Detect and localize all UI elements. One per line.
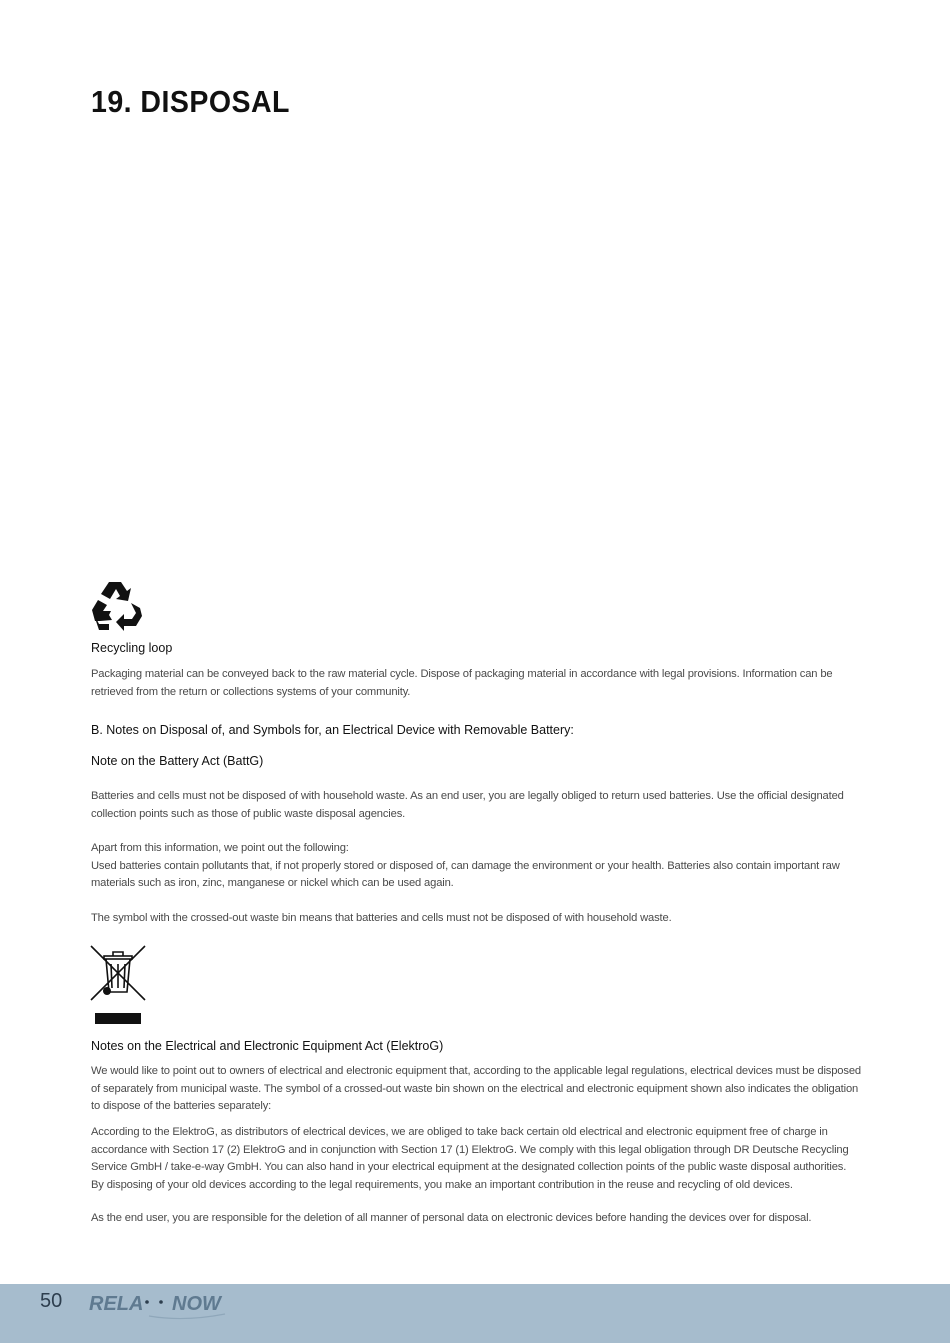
brand-logo: [89, 1290, 229, 1324]
brand-logo-left: RELA: [89, 1293, 144, 1315]
recycling-icon: [90, 580, 144, 632]
crossed-out-waste-bin-icon: [89, 944, 147, 1026]
elektrog-paragraph-3: As the end user, you are responsible for the deletion of all manner of personal data on electronic devices before handing the devices over for disposal.: [91, 1212, 812, 1224]
elektrog-heading: Notes on the Electrical and Electronic Equipment Act (ElektroG): [91, 1039, 444, 1053]
battery-section-heading: B. Notes on Disposal of, and Symbols for, an Electrical Device with Removable Battery:: [91, 723, 574, 737]
battery-paragraph-3: The symbol with the crossed-out waste bin means that batteries and cells must not be disposed of with household waste.: [91, 912, 672, 924]
recycling-heading: Recycling loop: [91, 641, 173, 655]
page-number: 50: [40, 1290, 63, 1312]
elektrog-paragraph-1: We would like to point out to owners of electrical and electronic equipment that, according to the applicable legal regulations, electrical devices must be disposed of separately from municipal waste. The symbol of a crossed-out waste bin shown on the electrical and electronic equipment shown also indicates the obligation to dispose of the batteries separately:: [91, 1065, 861, 1112]
battery-paragraph-2-body: Used batteries contain pollutants that, if not properly stored or disposed of, can damage the environment or your health. Batteries also contain important raw materials such as iron, zinc, manganese or nickel which can be used again.: [91, 859, 840, 889]
battery-paragraph-2-intro: Apart from this information, we point out the following:: [91, 842, 349, 854]
brand-dot-1: [145, 1300, 149, 1304]
page-title: 19. DISPOSAL: [91, 84, 290, 119]
battery-paragraph-1: Batteries and cells must not be disposed of with household waste. As an end user, you are legally obliged to return used batteries. Use the official designated collection points such as those of public waste disposal agencies.: [91, 790, 844, 820]
battg-heading: Note on the Battery Act (BattG): [91, 754, 264, 768]
elektrog-paragraph-2: According to the ElektroG, as distributors of electrical devices, we are obliged to take back certain old electrical and electronic equipment free of charge in accordance with Section 17 (2) ElektroG and in conjunction with Section 17 (1) ElektroG. We comply with this legal obligation through DR Deutsche Recycling Service GmbH / take-e-way GmbH. You can also hand in your electrical equipment at the designated collection points of the public waste disposal authorities. By disposing of your old devices according to the legal requirements, you make an important contribution in the reuse and recycling of old devices.: [91, 1126, 849, 1191]
brand-logo-right: NOW: [172, 1293, 221, 1315]
brand-dot-2: [159, 1300, 163, 1304]
recycling-text: Packaging material can be conveyed back to the raw material cycle. Dispose of packaging material in accordance with legal provisions. Information can be retrieved from the return or collections systems of your community.: [91, 668, 833, 698]
